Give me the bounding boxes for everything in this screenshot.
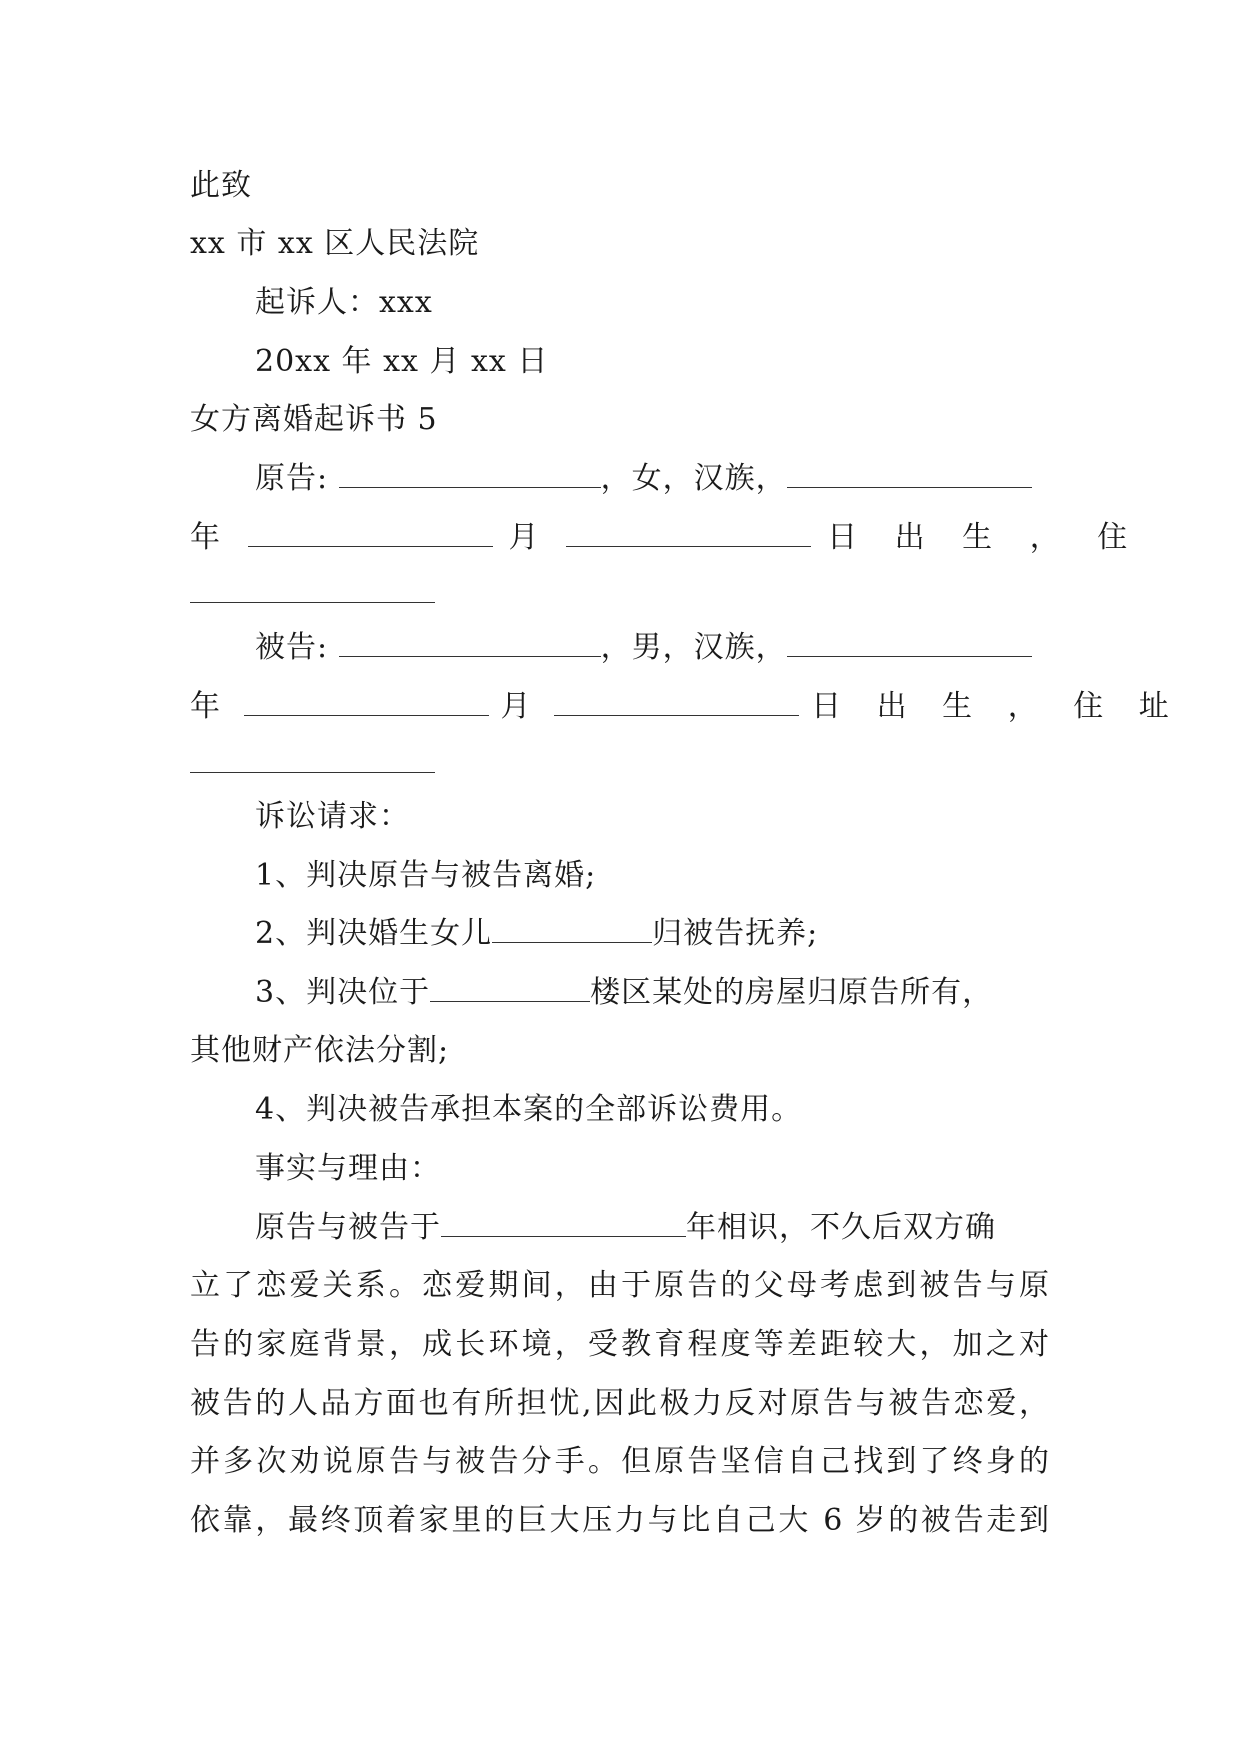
defendant-name-blank [339, 628, 601, 657]
salutation: 此致 [190, 168, 252, 203]
defendant-label: 被告: [255, 630, 329, 665]
claim-item-2-suffix: 归被告抚养; [652, 916, 819, 951]
defendant-year-label: 年 [190, 689, 221, 724]
property-location-blank [430, 973, 590, 1002]
facts-line-3: 告的家庭背景，成长环境，受教育程度等差距较大，加之对 [190, 1327, 1050, 1362]
facts-line-1 [255, 1208, 1050, 1248]
claim-item-3-continued: 其他财产依法分割; [190, 1033, 450, 1068]
claim-item-3-suffix: 楼区某处的房屋归原告所有， [590, 975, 994, 1010]
defendant-address-blank [190, 772, 435, 773]
claim-item-4: 4、判决被告承担本案的全部诉讼费用。 [255, 1092, 803, 1127]
plaintiff-month-label: 月 [508, 520, 540, 555]
signature-date: 20xx 年 xx 月 xx 日 [255, 344, 549, 379]
defendant-line-2 [190, 687, 1182, 727]
plaintiff-line-2 [190, 518, 1142, 558]
plaintiff-day-blank [566, 518, 811, 547]
plaintiff-birth-year-blank [787, 459, 1032, 488]
facts-line-1-prefix: 原告与被告于 [255, 1210, 441, 1245]
defendant-details: ，男，汉族， [600, 630, 787, 665]
defendant-month-label: 月 [500, 689, 532, 724]
court-name: xx 市 xx 区人民法院 [190, 226, 480, 261]
facts-line-4: 被告的人品方面也有所担忧,因此极力反对原告与被告恋爱， [190, 1386, 1050, 1421]
plaintiff-signature: 起诉人：xxx [255, 285, 433, 320]
facts-line-1-suffix: 年相识，不久后双方确 [686, 1210, 996, 1245]
document-title: 女方离婚起诉书 5 [190, 402, 438, 437]
defendant-line-1 [255, 628, 1050, 668]
facts-line-2: 立了恋爱关系。恋爱期间，由于原告的父母考虑到被告与原 [190, 1268, 1050, 1303]
plaintiff-line-1 [255, 459, 1050, 499]
plaintiff-month-blank [248, 518, 493, 547]
claim-item-2 [255, 914, 1050, 954]
claims-heading: 诉讼请求： [255, 799, 410, 834]
plaintiff-born-at: 日 出 生 ， 住 [827, 520, 1142, 555]
claim-item-3 [255, 973, 1050, 1013]
defendant-month-blank [244, 687, 489, 716]
facts-line-6: 依靠，最终顶着家里的巨大压力与比自己大 6 岁的被告走到 [190, 1503, 1050, 1538]
plaintiff-details: ，女，汉族， [600, 461, 787, 496]
claim-item-3-prefix: 3、判决位于 [255, 975, 431, 1010]
plaintiff-label: 原告: [255, 461, 329, 496]
defendant-day-blank [554, 687, 799, 716]
claim-item-1: 1、判决原告与被告离婚; [255, 858, 597, 893]
plaintiff-year-label: 年 [190, 520, 221, 555]
facts-heading: 事实与理由： [255, 1151, 441, 1186]
daughter-name-blank [492, 914, 652, 943]
claim-item-2-prefix: 2、判决婚生女儿 [255, 916, 493, 951]
facts-line-5: 并多次劝说原告与被告分手。但原告坚信自己找到了终身的 [190, 1444, 1050, 1479]
defendant-born-at: 日 出 生 ， 住 址 [811, 689, 1182, 724]
plaintiff-name-blank [339, 459, 601, 488]
plaintiff-address-blank [190, 602, 435, 603]
defendant-birth-year-blank [787, 628, 1032, 657]
met-year-blank [441, 1208, 686, 1237]
